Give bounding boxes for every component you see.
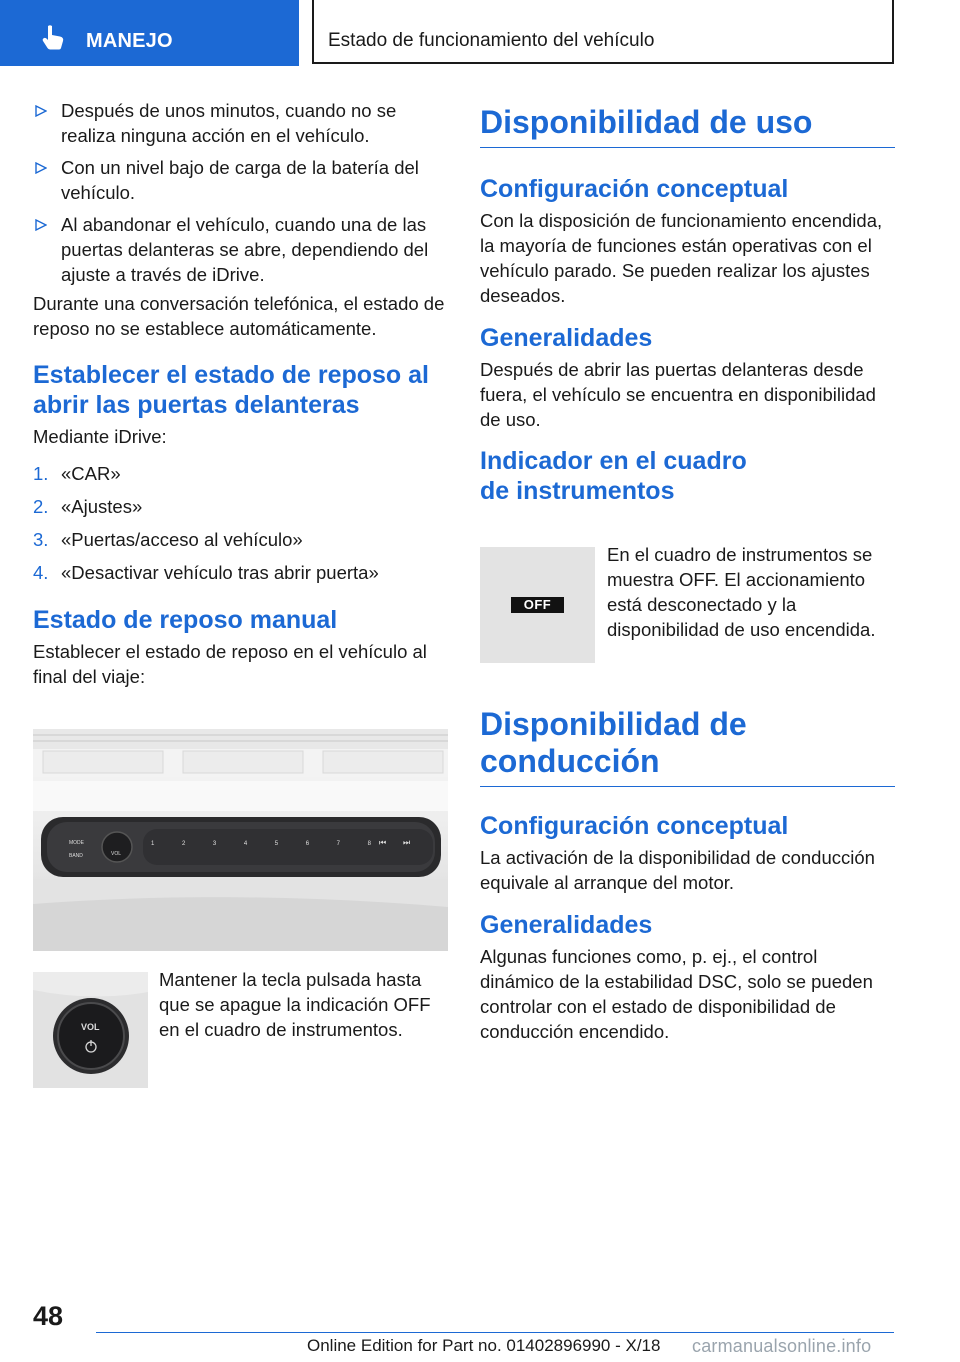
heading-rule	[480, 786, 895, 787]
heading-indicator-line1: Indicador en el cuadro	[480, 447, 747, 475]
step-text: «CAR»	[61, 463, 121, 484]
list-item	[33, 560, 448, 585]
heading-ready-use: Disponibilidad de uso	[480, 104, 813, 140]
hold-instruction: Mantener la tecla pulsada hasta que se apague la indicación OFF en el cuadro de instrumentos.	[159, 969, 431, 1040]
heading-manual: Estado de reposo manual	[33, 606, 338, 634]
right-column	[480, 104, 895, 506]
paragraph-general-2: Algunas funciones como, p. ej., el control dinámico de la estabilidad DSC, solo se pueden controlar con el estado de disponibilidad de conducción encendido.	[480, 946, 873, 1042]
edition-text: Online Edition for Part no. 01402896990 - X/18	[307, 1336, 661, 1355]
band-label: BAND	[69, 853, 83, 859]
knob-vol-label: VOL	[81, 1022, 100, 1032]
heading-general-1: Generalidades	[480, 324, 653, 352]
paragraph-concept-2: La activación de la disponibilidad de conducción equivale al arranque del motor.	[480, 847, 875, 893]
list-item-text: Después de unos minutos, cuando no se realiza ninguna acción en el vehículo.	[61, 100, 397, 146]
right-column-lower	[480, 706, 895, 1044]
step-text: «Ajustes»	[61, 496, 143, 517]
manual-intro: Establecer el estado de reposo en el vehículo al final del viaje:	[33, 641, 427, 687]
heading-ready-drive-line1: Disponibilidad de	[480, 706, 747, 742]
heading-indicator	[480, 446, 895, 506]
idrive-intro: Mediante iDrive:	[33, 426, 167, 447]
off-indicator-image	[480, 547, 595, 663]
sleep-conditions-list	[33, 98, 448, 287]
step-number: 1.	[33, 463, 49, 484]
previous-track-icon: ⏮	[379, 838, 387, 847]
step-text: «Desactivar vehículo tras abrir puerta»	[61, 562, 379, 583]
preset-button: 7	[336, 841, 340, 847]
pointing-hand-icon	[40, 24, 66, 50]
list-item	[33, 98, 448, 148]
list-item-text: Con un nivel bajo de carga de la batería del vehículo.	[61, 157, 419, 203]
list-item	[33, 494, 448, 519]
paragraph-general-1: Después de abrir las puertas delanteras desde fuera, el vehículo se encuentra en disponibilidad de uso.	[480, 359, 876, 430]
heading-general-2: Generalidades	[480, 911, 653, 939]
list-item	[33, 212, 448, 287]
list-item-text: Al abandonar el vehículo, cuando una de las puertas delanteras se abre, dependiendo del ajuste a través de iDrive.	[61, 214, 429, 285]
preset-button: 8	[367, 841, 371, 847]
idrive-steps	[33, 461, 448, 585]
heading-ready-drive-line2: conducción	[480, 743, 660, 779]
footer-rule	[96, 1332, 894, 1333]
step-text: «Puertas/acceso al vehículo»	[61, 529, 303, 550]
triangle-bullet-icon	[35, 105, 47, 117]
radio-panel-photo	[33, 729, 448, 951]
next-track-icon: ⏭	[403, 838, 411, 847]
preset-buttons	[151, 841, 371, 847]
list-item	[33, 461, 448, 486]
mode-label: MODE	[69, 840, 84, 846]
preset-button: 4	[243, 841, 248, 847]
chapter-tab[interactable]	[312, 0, 894, 64]
step-number: 4.	[33, 562, 49, 583]
off-badge	[511, 597, 564, 613]
heading-concept-1: Configuración conceptual	[480, 175, 789, 203]
preset-button: 1	[151, 841, 155, 847]
heading-indicator-line2: de instrumentos	[480, 477, 675, 505]
vol-knob-photo	[33, 972, 148, 1088]
paragraph-indicator: En el cuadro de instrumentos se muestra OFF. El accionamiento está desconectado y la disponibilidad de uso encendida.	[607, 544, 876, 640]
heading-rule	[480, 147, 895, 148]
watermark: carmanualsonline.info	[692, 1336, 872, 1356]
list-item	[33, 155, 448, 205]
heading-ready-drive	[480, 706, 895, 780]
section-label: MANEJO	[86, 30, 173, 52]
preset-button: 2	[181, 841, 186, 847]
off-badge-text: OFF	[523, 597, 552, 612]
preset-button: 5	[274, 841, 279, 847]
chapter-title: Estado de funcionamiento del vehículo	[328, 30, 655, 51]
preset-button: 6	[305, 841, 310, 847]
triangle-bullet-icon	[35, 219, 47, 231]
heading-doors: Establecer el estado de reposo al abrir las puertas delanteras	[33, 361, 429, 419]
left-column	[33, 98, 448, 689]
page-header	[0, 0, 960, 66]
paragraph-concept-1: Con la disposición de funcionamiento encendida, la mayoría de funciones están operativas con el vehículo parado. Se pueden realizar los ajustes deseados.	[480, 210, 883, 306]
heading-concept-2: Configuración conceptual	[480, 812, 789, 840]
step-number: 3.	[33, 529, 49, 550]
call-note: Durante una conversación telefónica, el estado de reposo no se establece automáticamente.	[33, 293, 445, 339]
step-number: 2.	[33, 496, 49, 517]
triangle-bullet-icon	[35, 162, 47, 174]
page-number: 48	[33, 1301, 64, 1331]
vol-label: VOL	[111, 851, 122, 857]
list-item	[33, 527, 448, 552]
preset-button: 3	[212, 841, 217, 847]
section-tab[interactable]	[0, 0, 299, 66]
